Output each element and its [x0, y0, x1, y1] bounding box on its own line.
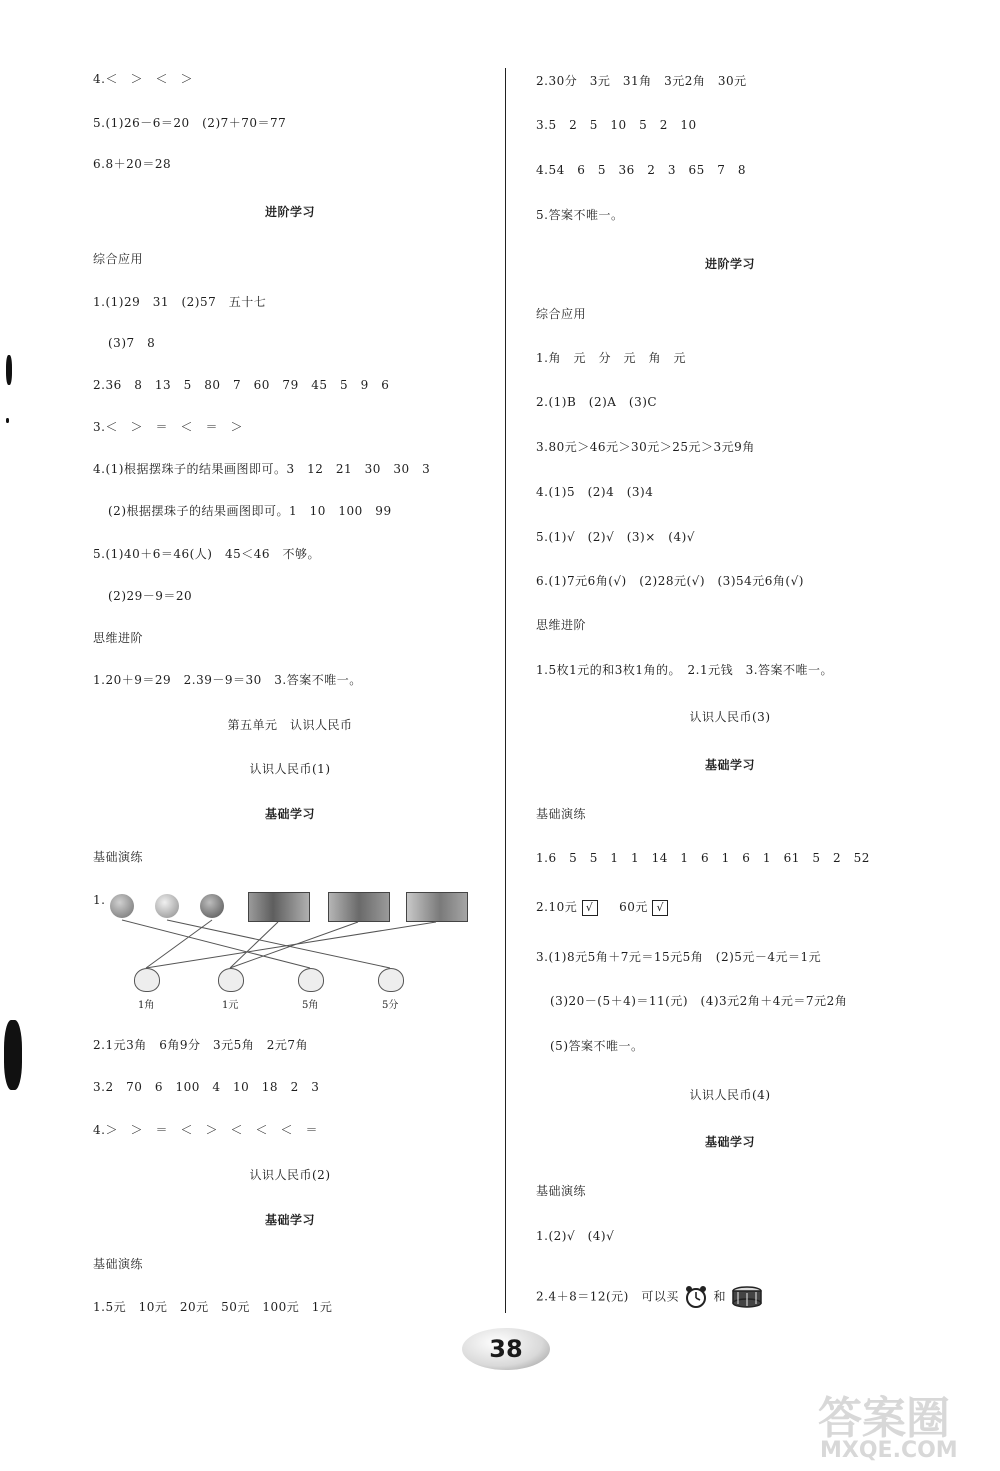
subsection-heading: 综合应用 [93, 252, 144, 266]
page-number: 38 [489, 1335, 523, 1363]
lesson-title: 认识人民币(1) [249, 762, 331, 776]
section-heading: 基础学习 [264, 807, 316, 821]
piggy-bank-label: 5角 [302, 1000, 319, 1011]
answer-line: 3.2 70 6 100 4 10 18 2 3 [93, 1080, 320, 1094]
lesson-title: 认识人民币(4) [689, 1088, 771, 1102]
answer-line: 6.(1)7元6角(√) (2)28元(√) (3)54元6角(√) [536, 574, 804, 588]
answer-line: 1.20＋9＝29 2.39－9＝30 3.答案不唯一。 [93, 673, 362, 687]
section-heading: 进阶学习 [264, 205, 316, 219]
subsection-heading: 基础演练 [536, 807, 587, 821]
unit-title: 第五单元 认识人民币 [227, 718, 353, 732]
subsection-heading: 基础演练 [93, 1257, 144, 1271]
answer-line: 1.6 5 5 1 1 14 1 6 1 6 1 61 5 2 52 [536, 851, 870, 865]
answer-line: (2)根据摆珠子的结果画图即可。1 10 100 99 [108, 504, 392, 518]
answer-line: 5.(1)40＋6＝46(人) 45＜46 不够。 [93, 547, 321, 561]
subsection-heading: 综合应用 [536, 307, 587, 321]
answer-line: 4.(1)5 (2)4 (3)4 [536, 485, 654, 499]
piggy-bank-label: 1元 [222, 1000, 239, 1011]
column-divider [505, 68, 506, 1313]
section-heading: 基础学习 [264, 1213, 316, 1227]
piggy-bank-label: 5分 [382, 1000, 399, 1011]
subsection-heading: 思维进阶 [93, 631, 144, 645]
matching-lines [0, 0, 500, 1000]
answer-line: (2)29－9＝20 [108, 589, 193, 603]
value-text: 2.10元 [536, 900, 578, 914]
piggy-bank-image [134, 968, 160, 992]
answer-line: 2.(1)B (2)A (3)C [536, 395, 658, 409]
scan-artifact [6, 418, 9, 423]
answer-line: 3.5 2 5 10 5 2 10 [536, 118, 697, 132]
piggy-bank-image [298, 968, 324, 992]
answer-line: 3.80元＞46元＞30元＞25元＞3元9角 [536, 440, 755, 454]
section-heading: 基础学习 [704, 758, 756, 772]
answer-line: 4.54 6 5 36 2 3 65 7 8 [536, 163, 747, 177]
piggy-bank-label: 1角 [138, 1000, 155, 1011]
answer-line: 3.(1)8元5角＋7元＝15元5角 (2)5元－4元＝1元 [536, 950, 822, 964]
scan-artifact [6, 355, 12, 385]
drum-icon [730, 1284, 764, 1310]
answer-line: 5.答案不唯一。 [536, 208, 624, 222]
subsection-heading: 基础演练 [93, 850, 144, 864]
answer-line: (5)答案不唯一。 [550, 1039, 644, 1053]
answer-line: (3)20－(5＋4)＝11(元) (4)3元2角＋4元＝7元2角 [550, 994, 848, 1008]
answer-line: 1.5枚1元的和3枚1角的。 2.1元钱 3.答案不唯一。 [536, 663, 834, 677]
page-number-badge [462, 1328, 550, 1370]
value-text: 60元 [619, 900, 648, 914]
answer-line: 5.(1)√ (2)√ (3)× (4)√ [536, 530, 695, 544]
answer-line: 1.(1)29 31 (2)57 五十七 [93, 295, 267, 309]
answer-line: 2.1元3角 6角9分 3元5角 2元7角 [93, 1038, 309, 1052]
answer-line: 4.(1)根据摆珠子的结果画图即可。3 12 21 30 30 3 [93, 462, 431, 476]
subsection-heading: 思维进阶 [536, 618, 587, 632]
watermark-logo: 答案圈 [818, 1393, 950, 1444]
scan-artifact [4, 1020, 22, 1090]
lesson-title: 认识人民币(2) [249, 1168, 331, 1182]
answer-line: 2.36 8 13 5 80 7 60 79 45 5 9 6 [93, 378, 390, 392]
check-box: √ [652, 900, 668, 916]
alarm-clock-icon [683, 1284, 709, 1310]
watermark-url: MXQE.COM [820, 1438, 958, 1463]
answer-line: 4.＜ ＞ ＜ ＞ [93, 72, 193, 86]
answer-line: 1.角 元 分 元 角 元 [536, 351, 686, 365]
subsection-heading: 基础演练 [536, 1184, 587, 1198]
answer-line: 1.(2)√ (4)√ [536, 1229, 615, 1243]
answer-line: 1. [93, 893, 106, 907]
answer-line: 6.8＋20＝28 [93, 157, 172, 171]
answer-line: 3.＜ ＞ ＝ ＜ ＝ ＞ [93, 420, 243, 434]
piggy-bank-image [378, 968, 404, 992]
answer-line: 4.＞ ＞ ＝ ＜ ＞ ＜ ＜ ＜ ＝ [93, 1123, 318, 1137]
answer-line-with-images [536, 1284, 764, 1310]
answer-line: 1.5元 10元 20元 50元 100元 1元 [93, 1300, 333, 1314]
value-text: 2.4＋8＝12(元) 可以买 [536, 1289, 679, 1304]
check-box: √ [582, 900, 598, 916]
answer-line: 5.(1)26－6＝20 (2)7＋70＝77 [93, 116, 287, 130]
section-heading: 进阶学习 [704, 257, 756, 271]
answer-line: 2.30分 3元 31角 3元2角 30元 [536, 74, 747, 88]
lesson-title: 认识人民币(3) [689, 710, 771, 724]
answer-line: (3)7 8 [108, 336, 156, 350]
answer-line-with-checkboxes [536, 898, 668, 916]
value-text: 和 [713, 1289, 727, 1304]
section-heading: 基础学习 [704, 1135, 756, 1149]
piggy-bank-image [218, 968, 244, 992]
